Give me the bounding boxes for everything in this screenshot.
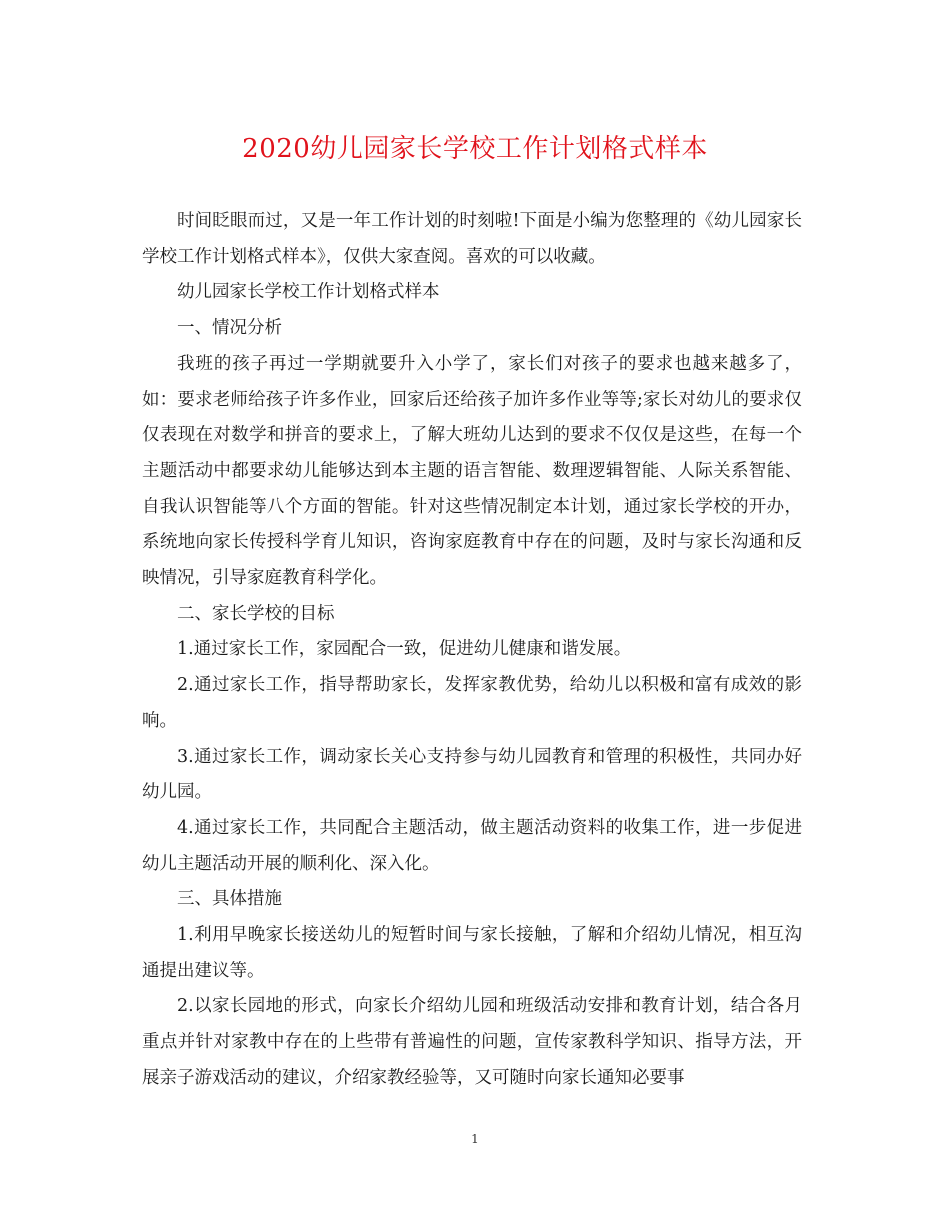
paragraph-subtitle: 幼儿园家长学校工作计划格式样本 (177, 282, 440, 303)
goal-item-2: 2.通过家长工作，指导帮助家长，发挥家教优势，给幼儿以积极和富有成效的影响。 (142, 675, 802, 731)
goal-item-1: 1.通过家长工作，家园配合一致，促进幼儿健康和谐发展。 (177, 639, 632, 660)
document-title: 2020幼儿园家长学校工作计划格式样本 (242, 134, 708, 164)
page-number: 1 (471, 1132, 479, 1146)
document-body (142, 204, 802, 1097)
measure-item-1: 1.利用早晚家长接送幼儿的短暂时间与家长接触，了解和介绍幼儿情况，相互沟通提出建议等。 (142, 925, 802, 981)
measure-item-2: 2.以家长园地的形式，向家长介绍幼儿园和班级活动安排和教育计划，结合各月重点并针对家教中存在的上些带有普遍性的问题，宣传家教科学知识、指导方法，开展亲子游戏活动的建议，介绍家教经验等，又可随时向家长通知必要事 (142, 996, 802, 1088)
section-heading-measures: 三、具体措施 (177, 889, 282, 910)
goal-item-4: 4.通过家长工作，共同配合主题活动，做主题活动资料的收集工作，进一步促进幼儿主题活动开展的顺利化、深入化。 (142, 817, 802, 874)
goal-item-3: 3.通过家长工作，调动家长关心支持参与幼儿园教育和管理的积极性，共同办好幼儿园。 (142, 746, 802, 803)
paragraph-situation: 我班的孩子再过一学期就要升入小学了，家长们对孩子的要求也越来越多了，如：要求老师给孩子许多作业，回家后还给孩子加许多作业等等;家长对幼儿的要求仅仅表现在对数学和拼音的要求上，了解大班幼儿达到的要求不仅仅是这些，在每一个主题活动中都要求幼儿能够达到本主题的语言智能、数理逻辑智能、人际关系智能、自我认识智能等八个方面的智能。针对这些情况制定本计划，通过家长学校的开办，系统地向家长传授科学育儿知识，咨询家庭教育中存在的问题，及时与家长沟通和反映情况，引导家庭教育科学化。 (142, 353, 802, 589)
section-heading-situation: 一、情况分析 (177, 318, 282, 339)
section-heading-goals: 二、家长学校的目标 (177, 603, 335, 624)
paragraph-intro: 时间眨眼而过，又是一年工作计划的时刻啦!下面是小编为您整理的《幼儿园家长学校工作计划格式样本》，仅供大家查阅。喜欢的可以收藏。 (142, 211, 802, 267)
